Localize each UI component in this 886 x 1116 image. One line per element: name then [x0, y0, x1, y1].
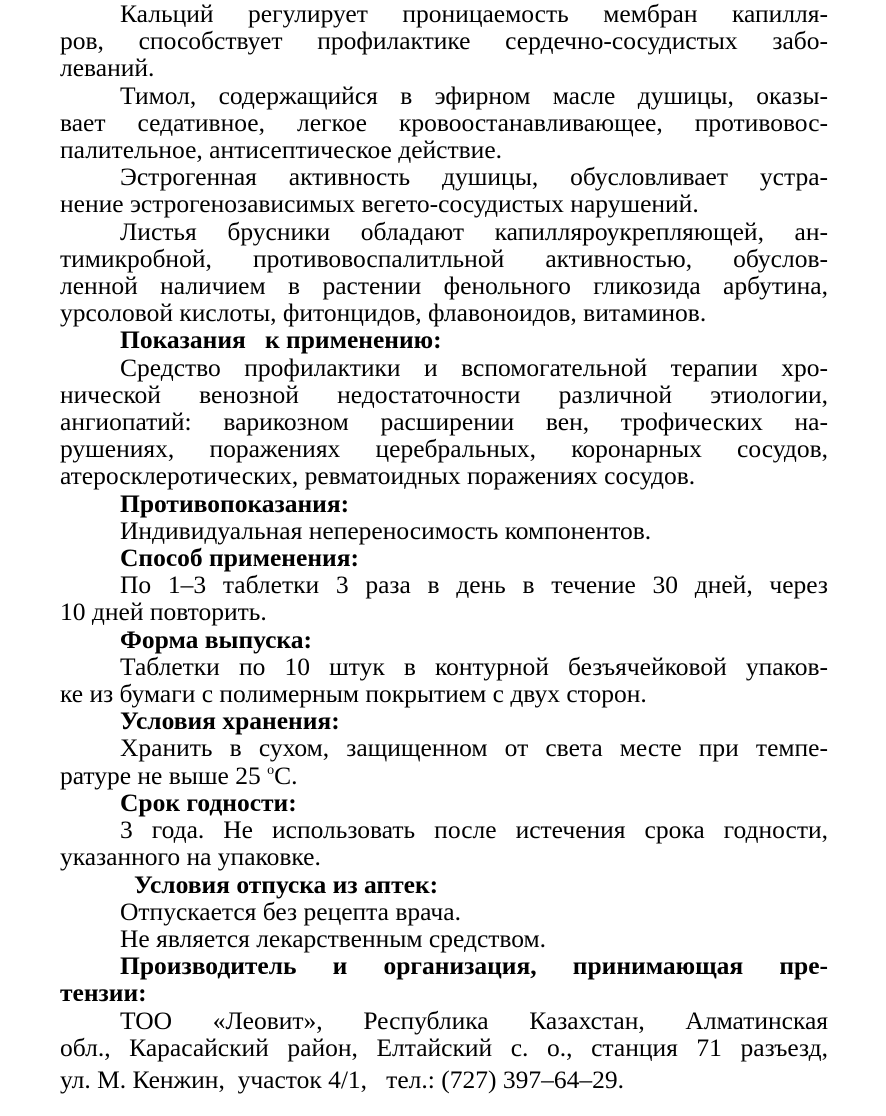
paragraph-not-medicine: [60, 925, 828, 952]
text-line: тимикробной, противовоспалитльной активностью, обуслов-: [60, 243, 828, 273]
paragraph-release-form: [60, 653, 828, 707]
text-line: нической венозной недостаточности различной этиологии,: [60, 379, 828, 409]
text-line: Таблетки по 10 штук в контурной безъячейковой упаков-: [120, 651, 828, 681]
text-line: 10 дней повторить.: [60, 597, 267, 627]
text-line: обл., Карасайский район, Елтайский с. о., станция 71 разъезд,: [60, 1032, 828, 1062]
heading-shelf-life: Срок годности:: [120, 787, 297, 817]
text-line: рушениях, поражениях церебральных, коронарных сосудов,: [60, 434, 828, 464]
text-line: урсоловой кислоты, фитонцидов, флавоноидов, витаминов.: [60, 298, 707, 328]
paragraph-calcium: [60, 0, 828, 82]
text-line: атеросклеротических, ревматоидных поражениях сосудов.: [60, 461, 696, 491]
heading-line: Производитель и организация, принимающая пре-: [120, 951, 828, 981]
paragraph-dispensing: [60, 898, 828, 925]
text-line: 3 года. Не использовать после истечения срока годности,: [120, 815, 828, 845]
paragraph-manufacturer-address: [60, 1007, 828, 1094]
text-line: Индивидуальная непереносимость компонентов.: [120, 515, 652, 545]
text-line: ратуре не выше 25 $^о$С.: [60, 760, 298, 790]
degree-sign: о: [267, 762, 275, 778]
text-line: леваний.: [60, 53, 155, 83]
heading-contraindications: Противопоказания:: [120, 488, 350, 518]
text-line: палительное, антисептическое действие.: [60, 135, 503, 165]
text-line: указанного на упаковке.: [60, 842, 321, 872]
text-line: Тимол, содержащийся в эфирном масле душицы, оказы-: [120, 80, 828, 110]
heading-release-form: Форма выпуска:: [120, 624, 312, 654]
paragraph-thymol: [60, 82, 828, 164]
text-line: ке из бумаги с полимерным покрытием с двух сторон.: [60, 679, 647, 709]
text-line: ленной наличием в растении фенольного гликозида арбутина,: [60, 271, 828, 301]
paragraph-contraindications: [60, 517, 828, 544]
heading-method-of-use: Способ применения:: [120, 543, 359, 573]
text-line: ул. М. Кенжин, участок 4/1, тел.: (727) 397–64–29.: [60, 1064, 624, 1094]
text-line: Эстрогенная активность душицы, обусловливает устра-: [120, 162, 828, 192]
text-line: Не является лекарственным средством.: [120, 923, 547, 953]
paragraph-storage-conditions: [60, 734, 828, 788]
text-line: Хранить в сухом, защищенном от света месте при темпе-: [120, 733, 828, 763]
paragraph-indications: [60, 354, 828, 490]
text-line: По 1–3 таблетки 3 раза в день в течение 30 дней, через: [120, 570, 828, 600]
text-line: Листья брусники обладают капилляроукрепляющей, ан-: [120, 216, 828, 246]
text-line: вает седативное, легкое кровоостанавливающее, противовос-: [60, 107, 828, 137]
text-line: Средство профилактики и вспомогательной терапии хро-: [120, 352, 828, 382]
text-line: Отпускается без рецепта врача.: [120, 896, 461, 926]
paragraph-lingonberry: [60, 218, 828, 327]
heading-line: тензии:: [60, 978, 147, 1008]
paragraph-estrogenic: [60, 163, 828, 217]
heading-manufacturer: [60, 952, 828, 1006]
text-line: ров, способствует профилактике сердечно-сосудистых забо-: [60, 26, 828, 56]
text-line: ТОО «Леовит», Республика Казахстан, Алматинская: [120, 1005, 828, 1035]
document-page: [60, 0, 828, 1093]
text-line: Кальций регулирует проницаемость мембран капилля-: [120, 0, 828, 28]
paragraph-method-of-use: [60, 571, 828, 625]
heading-indications: Показания к применению:: [120, 325, 442, 355]
text-line: ангиопатий: варикозном расширении вен, трофических на-: [60, 407, 828, 437]
heading-storage-conditions: Условия хранения:: [120, 706, 340, 736]
paragraph-shelf-life: [60, 816, 828, 870]
heading-dispensing-conditions: Условия отпуска из аптек:: [134, 869, 439, 899]
text-line: нение эстрогенозависимых вегето-сосудистых нарушений.: [60, 189, 699, 219]
